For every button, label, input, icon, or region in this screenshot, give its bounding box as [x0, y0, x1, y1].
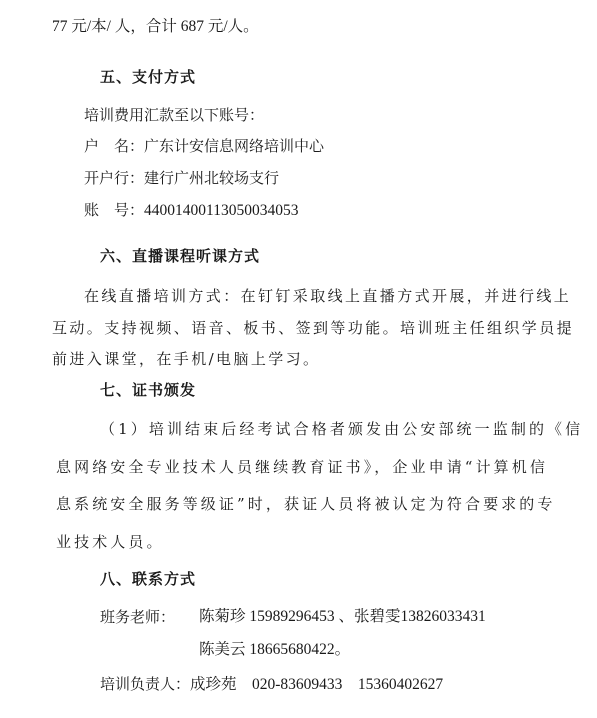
fee-line: 77 元/本/ 人，合计 687 元/人。 — [52, 18, 259, 35]
bank-row — [84, 168, 279, 188]
teacher-contacts: 陈美云 18665680422。 — [199, 641, 351, 658]
live-course-line: 互动。支持视频、语音、板书、签到等功能。培训班主任组织学员提 — [52, 319, 575, 337]
manager-row — [100, 674, 443, 695]
section-heading-live-course: 六、直播课程听课方式 — [100, 247, 261, 265]
bank-label: 开户行： — [84, 169, 145, 187]
account-name-value: 广东计安信息网络培训中心 — [144, 137, 325, 155]
certificate-line: 息网络安全专业技术人员继续教育证书》，企业申请“计算机信 — [56, 458, 548, 476]
certificate-line: 业技术人员。 — [56, 533, 165, 551]
account-number-label: 账 号： — [84, 201, 145, 219]
account-number-value: 44001400113050034053 — [144, 202, 299, 219]
payment-intro: 培训费用汇款至以下账号： — [84, 106, 265, 124]
section-heading-payment: 五、支付方式 — [100, 68, 197, 86]
account-name-label: 户 名： — [84, 137, 145, 155]
account-name-row — [84, 136, 324, 156]
account-number-row — [84, 200, 298, 221]
manager-contact: 成珍苑 020-83609433 15360402627 — [190, 676, 444, 693]
certificate-line: （1）培训结束后经考试合格者颁发由公安部统一监制的《信 — [100, 420, 584, 438]
teacher-contacts: 陈菊珍 15989296453 、张碧雯13826033431 — [199, 608, 486, 625]
teacher-label: 班务老师： — [100, 608, 176, 626]
bank-value: 建行广州北较场支行 — [144, 169, 280, 187]
section-heading-contact: 八、联系方式 — [100, 570, 197, 588]
certificate-line: 息系统安全服务等级证”时，获证人员将被认定为符合要求的专 — [56, 495, 556, 513]
manager-label: 培训负责人： — [100, 675, 191, 693]
live-course-line: 在线直播培训方式：在钉钉采取线上直播方式开展，并进行线上 — [84, 287, 572, 305]
live-course-line: 前进入课堂，在手机/电脑上学习。 — [52, 350, 321, 368]
section-heading-certificate: 七、证书颁发 — [100, 381, 197, 399]
